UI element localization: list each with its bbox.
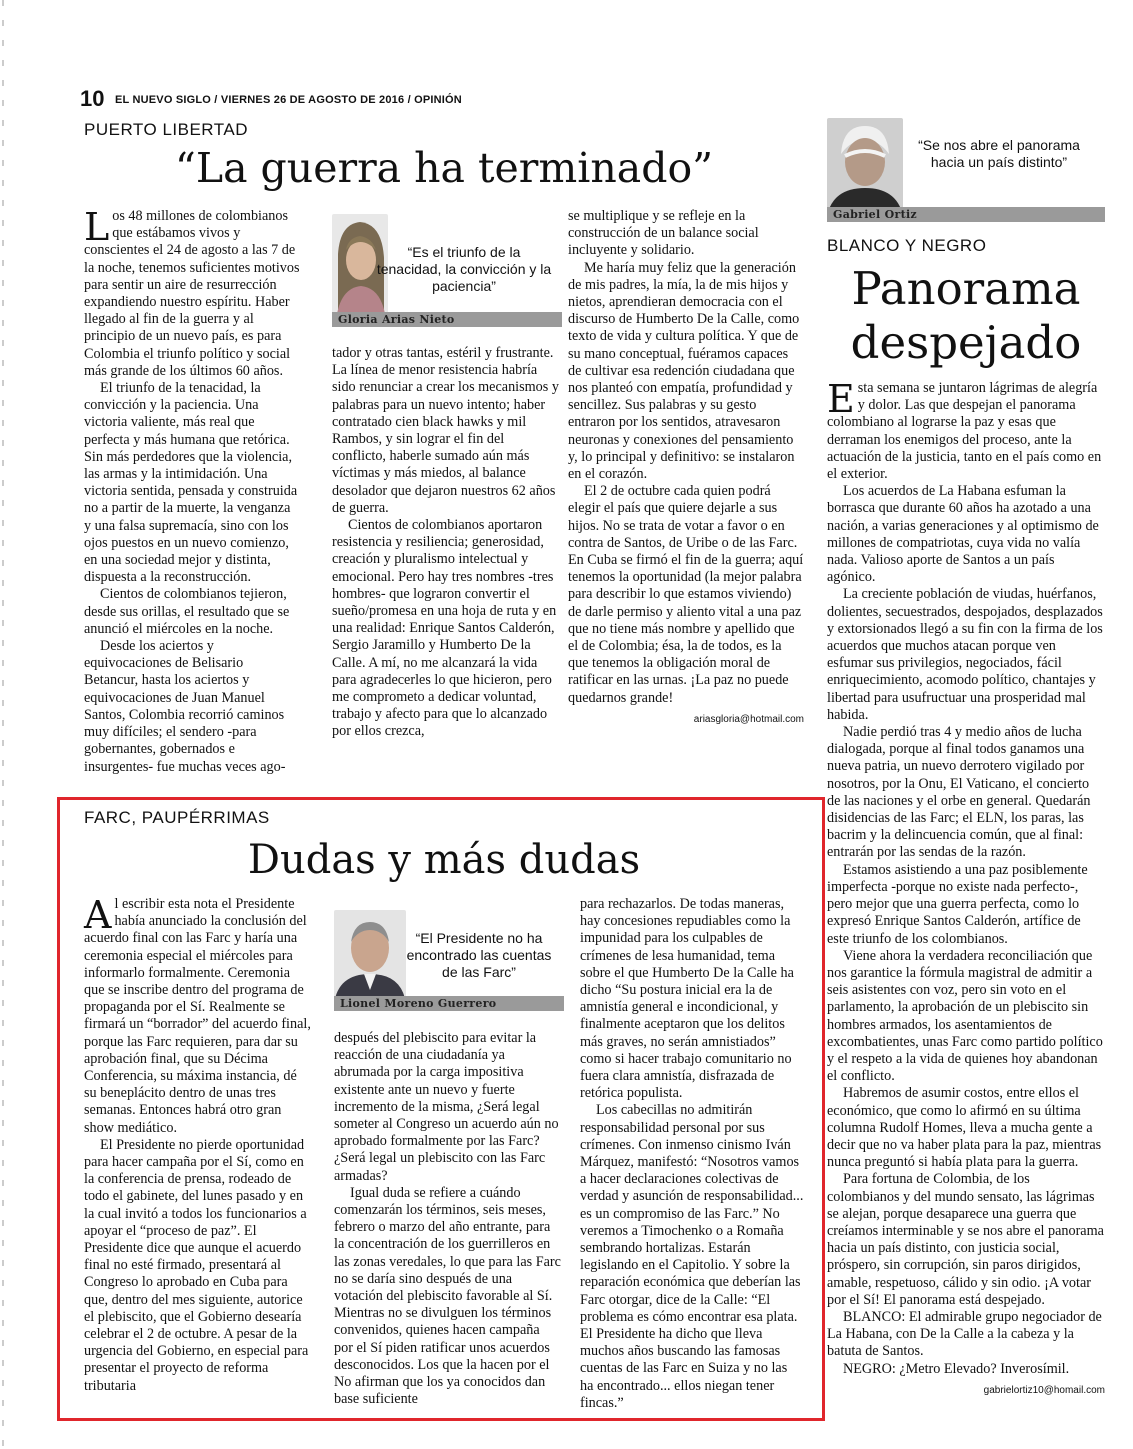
author-email-gabriel: gabrielortiz10@homail.com [983,1384,1105,1396]
article3-paragraph: Igual duda se refiere a cuándo comenzarán los términos, seis meses, febrero o marzo del año entrante, para la concentración de los guerrilleros en las zonas veredales, lo que para las Farc no se daría sino después de una votación del plebiscito favorable al Sí. Mientras no se divulguen los términos convenidos, quienes hacen campaña por el Sí piden ratificar unos acuerdos desconocidos. Los que la hacen por el No afirman que los ya conocidos dan base suficiente [334,1184,561,1408]
article2-paragraph: La creciente población de viudas, huérfanos, dolientes, secuestrados, despojados, desplazados y extorsionados llegó a su fin con la firma de los acuerdos que muchos atacan porque ven esfumar sus privilegios, negociados, fácil enriquecimiento, acomodo político, chantajes y libertad para usufructuar una prosperidad mal habida. [827,586,1103,723]
byline-gloria: Gloria Arias Nieto [332,312,562,327]
article1-paragraph: El 2 de octubre cada quien podrá elegir el país que quiere dejarle a sus hijos. No se trata de votar a favor o en contra de Santos, de Uribe o de las Farc. En Cuba se firmó el fin de la guerra; aquí tenemos la oportunidad (la mejor palabra para describir lo que estamos viviendo) de darle permiso y aliento vital a una paz que no tiene más nombre y apellido que el de Colombia; ésa, la de todos, es la que tenemos la obligación moral de ratificar en las urnas. ¡La paz no puede quedarnos grande! [568,483,804,706]
article1-paragraph: se multiplique y se refleje en la construcción de un balance social incluyente y solidario. [568,208,759,259]
article2-paragraph: Los acuerdos de La Habana esfuman la borrasca que durante 60 años ha azotado a una nación, a varias generaciones y al optimismo de millones de compatriotas, cuya vida no valía nada. Valioso aporte de Santos a un país agónico. [827,483,1099,586]
article2-paragraph: BLANCO: El admirable grupo negociador de La Habana, con De la Calle a la cabeza y la batuta de Santos. [827,1308,1102,1360]
headline-la-guerra: “La guerra ha terminado” [174,144,714,192]
article1-column-3 [568,208,804,728]
drop-cap: A [84,893,112,937]
author-photo-lionel [334,910,406,1004]
article1-column-2 [332,345,560,741]
headline-line-1: Panorama [851,262,1081,315]
headline-line-2: despejado [850,316,1082,369]
article1-paragraph: Me haría muy feliz que la generación de mis padres, la mía, la de mis hijos y nietos, aprendieran democracia con el discurso de Humberto De la Calle, como texto de vida y cultura política. Y que de su mano conceptual, fuéramos capaces de cultivar esa redención ciudadana que nos planteó con empatía, profundidad y sencillez. Sus palabras y su gesto entraron por los sentidos, atravesaron neuronas y conexiones del pensamiento y, lo principal y definitivo: se instalaron en el corazón. [568,259,800,483]
article2-paragraph: NEGRO: ¿Metro Elevado? Inverosímil. [843,1360,1070,1377]
author-email-gloria: ariasgloria@hotmail.com [693,713,804,725]
pull-quote-gloria: “Es el triunfo de la tenacidad, la convicción y la paciencia” [376,244,552,294]
article1-paragraph: Los 48 millones de colombianos que estábamos vivos y conscientes el 24 de agosto a las 7 de la noche, tenemos suficientes motivos para sentir un aire de resurrección expandiendo nuestro espíritu. Haber llegado al fin de la guerra y al principio de un nuevo país, es para Colombia el triunfo político y social más grande de los últimos 60 años. [84,205,300,379]
article2-paragraph: Estamos asistiendo a una paz posiblemente imperfecta -porque no existe nada perfecto-, pero mejor que una guerra perfecta, como lo expresó Enrique Santos Calderón, artífice de este triunfo de los colombianos. [827,861,1088,947]
article3-paragraph: Al escribir esta nota el Presidente había anunciado la conclusión del acuerdo final con las Farc y haría una ceremonia especial el miércoles para informarlo formalmente. Ceremonia que se inscribe dentro del programa de propaganda por el Sí. Realmente se firmará un “borrador” del acuerdo final, porque las Farc requieren, para dar su aprobación final, que su Décima Conferencia, su máxima instancia, dé su beneplácito dentro de unas tres semanas. Entonces habrá otro gran show mediático. [84,893,311,1136]
author-photo-gabriel [827,118,903,216]
page-header [80,86,780,110]
pull-quote-lionel: “El Presidente no ha encontrado las cuentas de las Farc” [406,930,552,980]
drop-cap: L [84,205,110,249]
section-label-puerto-libertad: PUERTO LIBERTAD [84,120,249,139]
header-info: EL NUEVO SIGLO / VIERNES 26 DE AGOSTO DE 2016 / OPINIÓN [114,94,462,106]
article3-column-2 [334,1030,562,1408]
section-label-farc: FARC, PAUPÉRRIMAS [84,808,270,827]
article2-paragraph: Nadie perdió tras 4 y medio años de lucha dialogada, porque al final todos ganamos una nueva patria, un nuevo derrotero vigilado por nosotros, por la Onu, El Vaticano, el concierto de las naciones y el orbe en general. Quedarán disidencias de las Farc; el ELN, los paras, las bacrim y la delincuencia común, que al final: entrarán por las sendas de la razón. [827,724,1091,861]
article3-paragraph: El Presidente no pierde oportunidad para hacer campaña por el Sí, como en la conferencia de prensa, rodeado de todo el gabinete, del lunes pasado y en la cual invitó a todos los funcionarios a apoyar el “proceso de paz”. El Presidente dice que aunque el acuerdo final no esté firmado, presentará al Congreso lo aprobado en Cuba para que, dentro del mes siguiente, autorice el plebiscito, que el Gobierno desearía celebrar el 2 de octubre. A pesar de la urgencia del Gobierno, en especial para presentar el proyecto de reforma tributaria [84,1136,309,1394]
article3-column-1 [84,893,312,1395]
article1-paragraph: Cientos de colombianos aportaron resistencia y resiliencia; generosidad, creación y pluralismo intelectual y emocional. Pero hay tres nombres -tres hombres- que lograron convertir el sueño/promesa en una hoja de ruta y en una realidad: Enrique Santos Calderón, Sergio Jaramillo y Humberto De la Calle. A mí, no me alcanzará la vida para agradecerles lo que hicieron, pero me comprometo a dedicar voluntad, trabajo y afecto para que lo alcanzado por ellos crezca, [332,517,557,740]
section-label-blanco-y-negro: BLANCO Y NEGRO [827,236,987,255]
article2-paragraph: Viene ahora la verdadera reconciliación que nos garantice la fórmula magistral de admitir a seis asistentes con voz, pero sin voto en el parlamento, la aprobación de un plebiscito sin hombres armados, los asentamientos de excombatientes, unas Farc como partido político y el respeto a la vida de quienes hoy abandonan el conflicto. [827,947,1103,1085]
article1-paragraph: tador y otras tantas, estéril y frustrante. La línea de menor resistencia habría sido renunciar a crear los mecanismos y palabras para un nuevo intento; haber contratado cien black hawks y mil Rambos, y sin lograr el fin del conflicto, haberle sumado aún más víctimas y más miedos, al balance desolador que dejaron nuestros 62 años de guerra. [332,345,559,516]
headline-panorama-despejado [827,262,1105,370]
page-number: 10 [80,86,105,111]
article2-column [827,377,1105,1399]
article1-paragraph: Cientos de colombianos tejieron, desde sus orillas, el resultado que se anunció el miércoles en la noche. [84,586,290,637]
article2-paragraph: Para fortuna de Colombia, de los colombianos y del mundo sensato, las lágrimas se alejan, porque desaparece una guerra que creíamos interminable y se nos abre el panorama hacia un país distinto, con justicia social, próspero, sin corrupción, sin paros dirigidos, amable, respetuoso, cálido y sin odio. ¡A votar por el Sí! El panorama está despejado. [827,1171,1104,1308]
headline-dudas: Dudas y más dudas [247,837,641,883]
drop-cap: E [827,377,855,421]
pull-quote-gabriel: “Se nos abre el panorama hacia un país distinto” [918,137,1080,170]
byline-lionel: Lionel Moreno Guerrero [334,996,564,1011]
article1-column-1 [84,205,300,776]
article3-column-3 [580,896,804,1412]
article2-paragraph: Habremos de asumir costos, entre ellos el económico, que como lo afirmó en su última columna Rudolf Homes, lleva a mucha gente a decir que no va haber plata para la paz, mientras nunca preguntó si había plata para la guerra. [827,1085,1102,1171]
article2-paragraph: Esta semana se juntaron lágrimas de alegría y dolor. Las que despejan el panorama colombiano al lograrse la paz y esas que derraman los enemigos del proceso, ante la actuación de la justicia, tanto en el país como en el exterior. [827,377,1102,483]
article3-paragraph: Los cabecillas no admitirán responsabilidad personal por sus crímenes. Con inmenso cinismo Iván Márquez, manifestó: “Nosotros vamos a hacer declaraciones colectivas de verdad y asunción de responsabilidad... es un compromiso de las Farc.” No veremos a Timochenko o a Romaña sembrando hortalizas. Estarán legislando en el Capitolio. Y sobre la reparación económica que deberían las Farc otorgar, dice de la Calle: “El problema es cómo encontrar esa plata. El Presidente ha dicho que lleva muchos años buscando las famosas cuentas de las Farc en Suiza y no las ha encontrado... ellos niegan tener fincas.” [580,1102,804,1411]
article3-paragraph: para rechazarlos. De todas maneras, hay concesiones repudiables como la impunidad para los culpables de crímenes de lesa humanidad, tema sobre el que Humberto De la Calle ha dicho “Su postura inicial era la de amnistía general e incondicional, y finalmente aceptaron que los delitos más graves, no serán amnistiados” como si hacer trabajo comunitario no fuera clara amnistía, disfrazada de retórica populista. [580,896,794,1102]
page-binding-edge [0,0,6,1449]
article1-paragraph: Desde los aciertos y equivocaciones de Belisario Betancur, hasta los aciertos y equivocaciones de Juan Manuel Santos, Colombia recorrió caminos muy difíciles; el sendero -para gobernantes, gobernados e insurgentes- fue muchas veces ago- [84,638,286,775]
article3-paragraph: después del plebiscito para evitar la reacción de una ciudadanía ya abrumada por la carga impositiva existente ante un nuevo y fuerte incremento de la misma, ¿Será legal someter al Congreso un acuerdo aún no aprobado formalmente por las Farc? ¿Será legal un plebiscito con las Farc armadas? [334,1030,559,1184]
byline-gabriel: Gabriel Ortiz [827,207,1105,222]
article1-paragraph: El triunfo de la tenacidad, la convicción y la paciencia. Una victoria valiente, más real que perfecta y más humana que retórica. Sin más perdedores que la violencia, las armas y la intimidación. Una victoria sentida, pensada y construida no a partir de la muerte, la venganza y una falsa supremacía, sino con los ojos puestos en un nuevo comienzo, en una sociedad mejor y distinta, dispuesta a la reconstrucción. [84,380,298,586]
